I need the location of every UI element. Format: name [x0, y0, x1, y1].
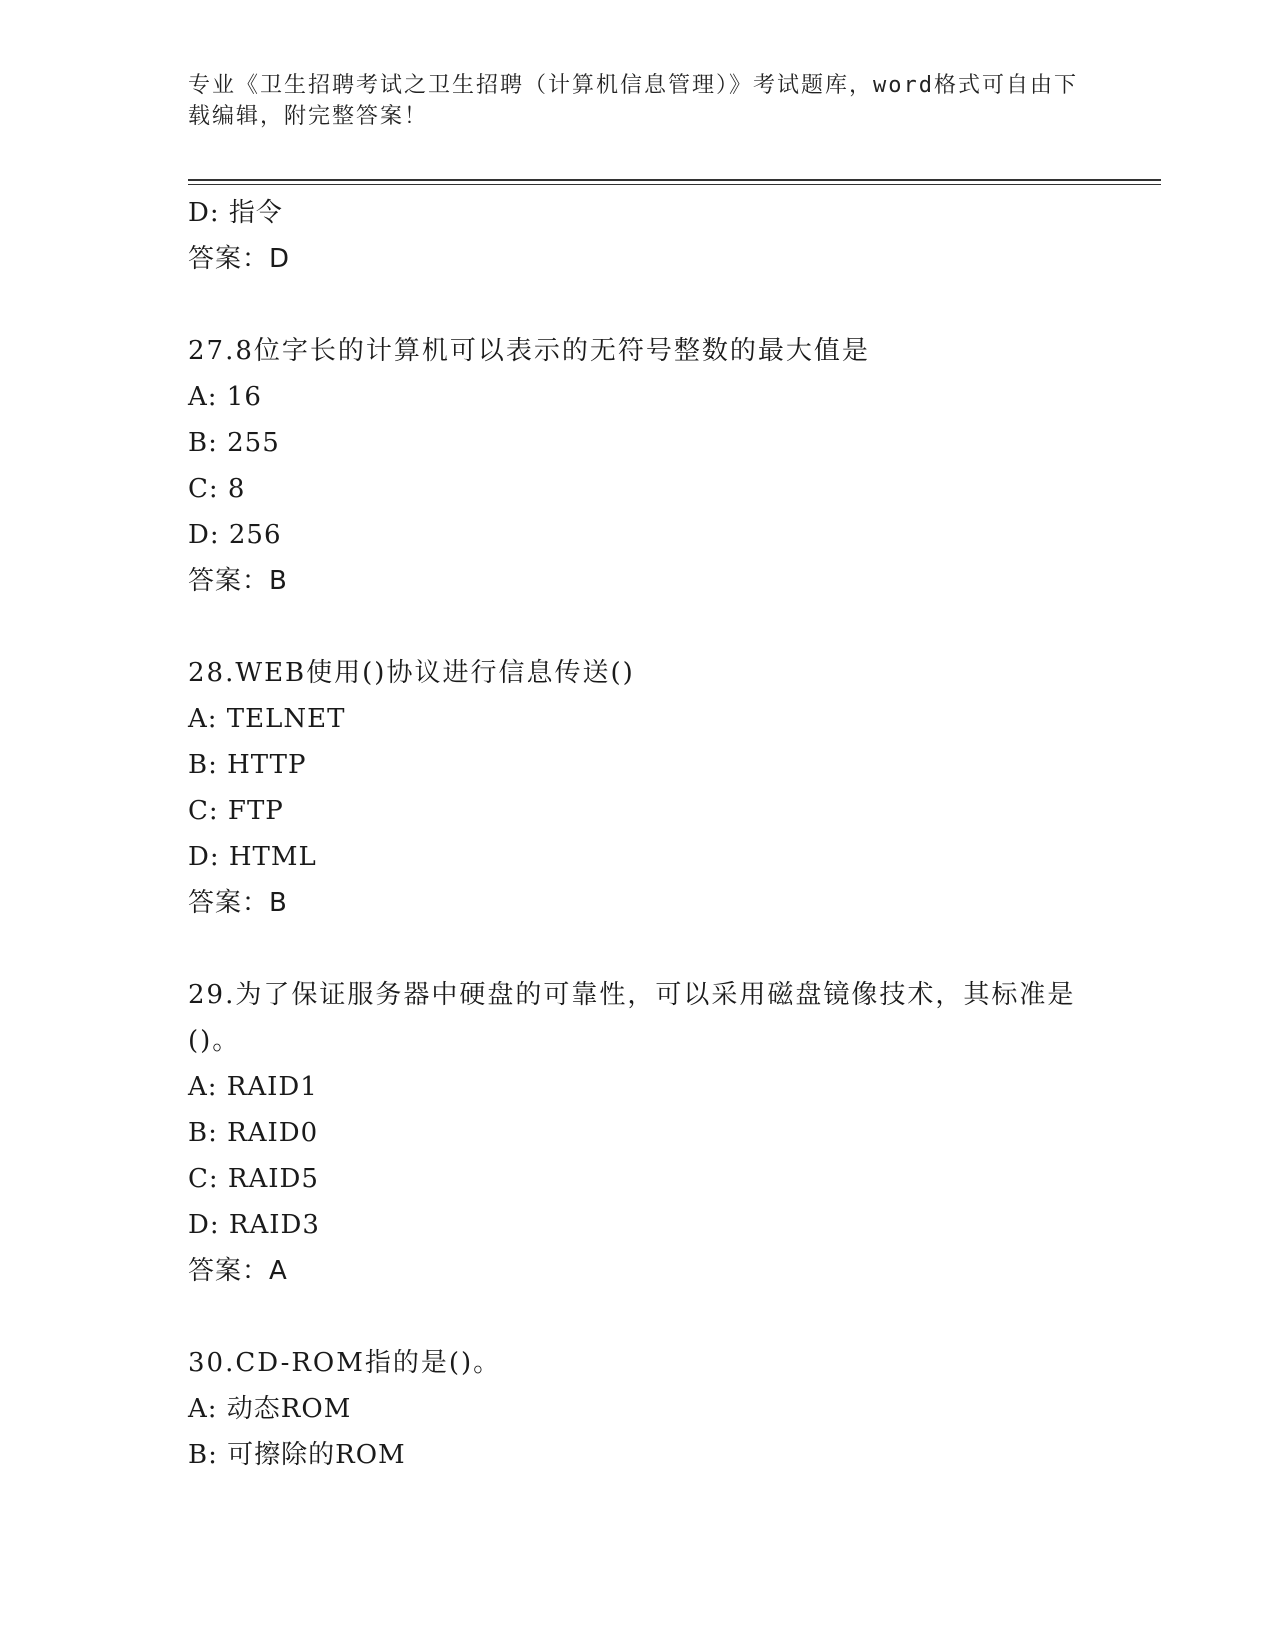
question-30 — [188, 1340, 1088, 1478]
header-rule-thin — [188, 184, 1161, 185]
question-title: 30.CD-ROM指的是()。 — [188, 1348, 502, 1378]
option-d: D: RAID3 — [188, 1210, 320, 1240]
option-a: A: RAID1 — [188, 1072, 318, 1102]
option-c: C: RAID5 — [188, 1164, 319, 1194]
question-list — [188, 190, 1088, 1478]
previous-question-tail — [188, 190, 1088, 282]
option-d: D: 指令 — [188, 198, 283, 228]
option-b: B: 可擦除的ROM — [188, 1440, 406, 1470]
option-b: B: 255 — [188, 428, 280, 458]
option-d: D: HTML — [188, 842, 317, 872]
option-b: B: HTTP — [188, 750, 307, 780]
question-title: 29.为了保证服务器中硬盘的可靠性，可以采用磁盘镜像技术，其标准是()。 — [188, 980, 1076, 1056]
question-title: 27.8位字长的计算机可以表示的无符号整数的最大值是 — [188, 336, 870, 366]
question-title: 28.WEB使用()协议进行信息传送() — [188, 658, 635, 688]
header-rule — [188, 179, 1161, 181]
option-a: A: 16 — [188, 382, 262, 412]
option-b: B: RAID0 — [188, 1118, 319, 1148]
option-a: A: TELNET — [188, 704, 346, 734]
answer-line: 答案：B — [188, 888, 288, 918]
answer-line: 答案：A — [188, 1256, 288, 1286]
question-28 — [188, 650, 1088, 926]
answer-line: 答案：D — [188, 244, 291, 274]
option-d: D: 256 — [188, 520, 282, 550]
option-a: A: 动态ROM — [188, 1394, 352, 1424]
answer-line: 答案：B — [188, 566, 288, 596]
question-29 — [188, 972, 1088, 1294]
option-c: C: 8 — [188, 474, 246, 504]
question-27 — [188, 328, 1088, 604]
document-header: 专业《卫生招聘考试之卫生招聘（计算机信息管理）》考试题库，word格式可自由下载编辑，附完整答案！ — [188, 73, 1078, 129]
option-c: C: FTP — [188, 796, 284, 826]
